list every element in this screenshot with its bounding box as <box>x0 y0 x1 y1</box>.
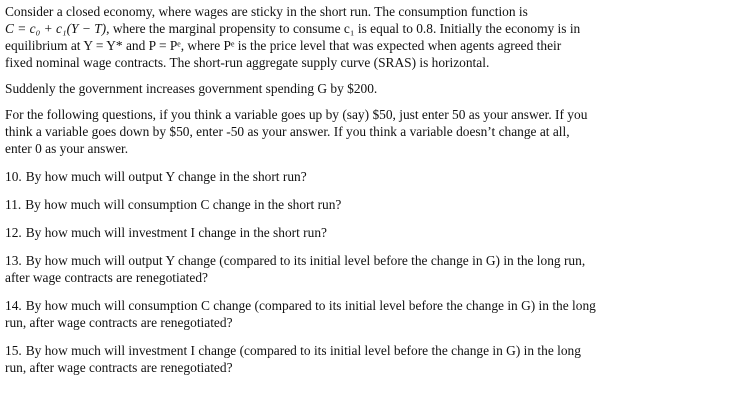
question-number: 10. <box>5 169 22 184</box>
question-text: By how much will investment I change (compared to its initial level before the change in G) in the long <box>25 343 581 358</box>
question-13 <box>5 252 725 286</box>
consumption-function: C = c₀ + c₁(Y − T) <box>5 21 107 36</box>
question-text: By how much will output Y change in the short run? <box>25 169 307 184</box>
intro-line-2-text: , where the marginal propensity to consume c₁ is equal to 0.8. Initially the economy is in <box>106 21 581 36</box>
intro-paragraph <box>5 3 725 71</box>
intro-line-3: equilibrium at Y = Y* and P = Pᵉ, where Pᵉ is the price level that was expected when agents agreed their <box>5 38 562 53</box>
question-number: 12. <box>5 225 22 240</box>
instructions-paragraph <box>5 106 725 157</box>
shock-statement: Suddenly the government increases government spending G by $200. <box>5 81 378 96</box>
question-10 <box>5 168 725 185</box>
intro-line-1: Consider a closed economy, where wages are sticky in the short run. The consumption function is <box>5 4 528 19</box>
instructions-line-2: think a variable goes down by $50, enter -50 as your answer. If you think a variable doesn’t change at all, <box>5 124 570 139</box>
question-number: 13. <box>5 253 22 268</box>
question-number: 14. <box>5 298 22 313</box>
instructions-line-1: For the following questions, if you think a variable goes up by (say) $50, just enter 50 as your answer. If you <box>5 107 588 122</box>
question-12 <box>5 224 725 241</box>
question-number: 11. <box>5 197 22 212</box>
question-text-continued: run, after wage contracts are renegotiated? <box>5 360 233 375</box>
question-text: By how much will consumption C change in the short run? <box>25 197 342 212</box>
question-14 <box>5 297 725 331</box>
question-text: By how much will investment I change in the short run? <box>25 225 327 240</box>
question-15 <box>5 342 725 376</box>
intro-line-2 <box>5 20 725 37</box>
question-11 <box>5 196 725 213</box>
intro-line-4: fixed nominal wage contracts. The short-run aggregate supply curve (SRAS) is horizontal. <box>5 55 490 70</box>
question-text-continued: after wage contracts are renegotiated? <box>5 270 208 285</box>
question-text-continued: run, after wage contracts are renegotiated? <box>5 315 233 330</box>
question-number: 15. <box>5 343 22 358</box>
question-text: By how much will output Y change (compared to its initial level before the change in G) in the long run, <box>25 253 586 268</box>
instructions-line-3: enter 0 as your answer. <box>5 141 129 156</box>
question-text: By how much will consumption C change (compared to its initial level before the change in G) in the long <box>25 298 596 313</box>
